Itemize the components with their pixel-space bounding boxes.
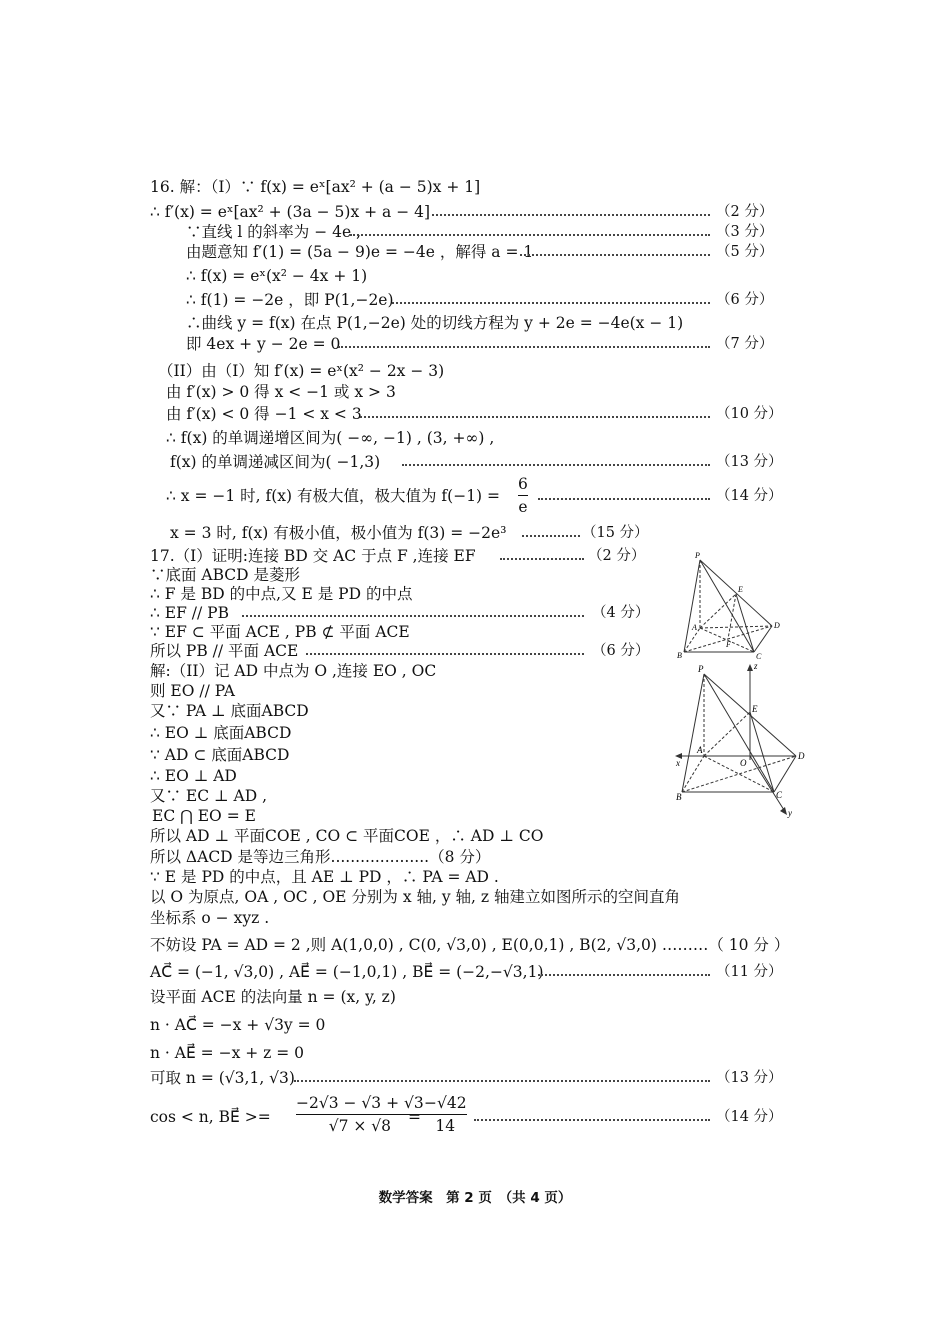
score-mark: （11 分） xyxy=(716,964,783,980)
leader-dots xyxy=(432,214,710,216)
line-17-cos: cos < n, BE⃗ >= xyxy=(150,1108,271,1126)
equals-sign: = xyxy=(408,1108,421,1126)
line-16-max: ∴ x = −1 时, f(x) 有极大值，极大值为 f(−1) = xyxy=(166,487,501,505)
label-o: O xyxy=(740,758,747,768)
line-17-ec-ad: 又∵ EC ⊥ AD , xyxy=(150,787,268,805)
score-mark: （14 分） xyxy=(716,488,783,504)
line-17-n-ac: n · AC⃗ = −x + √3y = 0 xyxy=(150,1016,326,1034)
line-17-equilateral: 所以 ΔACD 是等边三角形....................（8 分） xyxy=(150,848,491,866)
label-a: A xyxy=(697,745,703,755)
line-16-start: 16. 解：（I）∵ f(x) = eˣ[ax² + (a − 5)x + 1] xyxy=(150,178,481,196)
fraction-cos-2: −√42 14 xyxy=(424,1094,467,1135)
score-mark: （10 分） xyxy=(716,406,783,422)
score-mark: （2 分） xyxy=(716,204,774,220)
line-17-n-ae: n · AE⃗ = −x + z = 0 xyxy=(150,1044,305,1062)
line-17-pa-ad: ∵ E 是 PD 的中点，且 AE ⊥ PD ，∴ PA = AD . xyxy=(150,868,499,886)
line-16-derivative: ∴ f′(x) = eˣ[ax² + (3a − 5)x + a − 4] xyxy=(150,203,431,221)
line-16-increase-cond: 由 f′(x) > 0 得 x < −1 或 x > 3 xyxy=(166,383,396,401)
label-a: A xyxy=(692,623,697,632)
leader-dots xyxy=(338,346,710,348)
line-17-normal: 设平面 ACE 的法向量 n = (x, y, z) xyxy=(150,988,396,1006)
line-17-eo-ad: ∴ EO ⊥ AD xyxy=(150,767,237,785)
line-17-parallel: 所以 PB // 平面 ACE xyxy=(150,642,299,660)
line-16-decrease-interval: f(x) 的单调递减区间为( −1,3) xyxy=(170,453,381,471)
leader-dots xyxy=(520,254,710,256)
line-16-tangent: ∴曲线 y = f(x) 在点 P(1,−2e) 处的切线方程为 y + 2e = −4e(x − 1) xyxy=(186,314,684,332)
leader-dots xyxy=(402,464,710,466)
line-16-part2: （II）由（I）知 f′(x) = eˣ(x² − 2x − 3) xyxy=(158,362,445,380)
score-mark: （3 分） xyxy=(716,224,774,240)
score-mark: （6 分） xyxy=(716,292,774,308)
line-17-coordinates: 以 O 为原点, OA , OC , OE 分别为 x 轴, y 轴, z 轴建立如图所示的空间直角 xyxy=(150,888,680,906)
line-17-ad-plane: 所以 AD ⊥ 平面COE , CO ⊂ 平面COE ，∴ AD ⊥ CO xyxy=(150,827,544,845)
line-16-tangent-eq: 即 4ex + y − 2e = 0 xyxy=(186,335,341,353)
line-17-coord-system: 坐标系 o − xyz . xyxy=(150,909,270,927)
line-16-increase-interval: ∴ f(x) 的单调递增区间为( −∞, −1) , (3, +∞) , xyxy=(166,429,495,447)
leader-dots xyxy=(350,234,710,236)
line-16-f: ∴ f(x) = eˣ(x² − 4x + 1) xyxy=(186,267,368,285)
score-mark: （6 分） xyxy=(592,643,650,659)
pyramid-figure-2 xyxy=(672,660,812,820)
leader-dots xyxy=(392,302,710,304)
leader-dots xyxy=(294,1080,710,1082)
leader-dots xyxy=(306,653,584,655)
line-17-part2: 解:（II）记 AD 中点为 O ,连接 EO , OC xyxy=(150,662,437,680)
line-17-eo-pa: 则 EO // PA xyxy=(150,682,235,700)
line-17-midpoints: ∴ F 是 BD 的中点,又 E 是 PD 的中点 xyxy=(150,585,413,603)
score-mark: （13 分） xyxy=(716,1070,783,1086)
label-p: P xyxy=(695,551,700,560)
leader-dots xyxy=(474,1119,710,1121)
pyramid-figure-1 xyxy=(676,548,786,660)
label-z-axis: z xyxy=(754,661,758,671)
score-mark: （15 分） xyxy=(582,525,649,541)
leader-dots xyxy=(522,535,580,537)
leader-dots xyxy=(538,498,710,500)
fraction-cos-1: −2√3 − √3 + √3 √7 × √8 xyxy=(296,1094,424,1135)
line-16-min: x = 3 时, f(x) 有极小值，极小值为 f(3) = −2e³ xyxy=(170,524,507,542)
fraction-max-value: 6 e xyxy=(518,475,528,516)
score-mark: （13 分） xyxy=(716,454,783,470)
label-b: B xyxy=(676,792,682,802)
line-17-subset: ∵ EF ⊂ 平面 ACE , PB ⊄ 平面 ACE xyxy=(150,623,410,641)
line-17-vectors: AC⃗ = (−1, √3,0) , AE⃗ = (−1,0,1) , BE⃗ = (−2,−√3,1) xyxy=(150,963,544,981)
label-p: P xyxy=(698,664,704,674)
label-d: D xyxy=(774,621,780,630)
label-c: C xyxy=(756,652,762,660)
label-c: C xyxy=(776,790,783,800)
score-mark: （7 分） xyxy=(716,336,774,352)
label-f: F xyxy=(726,640,731,649)
label-d: D xyxy=(798,751,805,761)
line-16-f1: ∴ f(1) = −2e ，即 P(1,−2e) xyxy=(186,291,394,309)
score-mark: （14 分） xyxy=(716,1109,783,1125)
label-x-axis: x xyxy=(676,758,680,768)
line-16-solve-a: 由题意知 f′(1) = (5a − 9)e = −4e ，解得 a = 1 xyxy=(186,243,534,261)
label-e: E xyxy=(752,704,758,714)
line-17-ad-subset: ∵ AD ⊂ 底面ABCD xyxy=(150,746,290,764)
label-e: E xyxy=(738,585,743,594)
label-y-axis: y xyxy=(788,808,792,818)
line-17-ef-pb: ∴ EF // PB xyxy=(150,604,229,622)
leader-dots xyxy=(538,974,710,976)
score-mark: （2 分） xyxy=(588,548,646,564)
line-17-eo-perp: ∴ EO ⊥ 底面ABCD xyxy=(150,724,292,742)
score-mark: （4 分） xyxy=(592,605,650,621)
leader-dots xyxy=(242,615,584,617)
line-16-decrease-cond: 由 f′(x) < 0 得 −1 < x < 3 xyxy=(166,405,362,423)
line-17-points: 不妨设 PA = AD = 2 ,则 A(1,0,0) , C(0, √3,0) , E(0,0,1) , B(2, √3,0) ………（ 10 分 ） xyxy=(150,936,790,954)
line-17-rhombus: ∵底面 ABCD 是菱形 xyxy=(150,566,301,584)
score-mark: （5 分） xyxy=(716,244,774,260)
leader-dots xyxy=(360,416,710,418)
line-16-slope: ∵直线 l 的斜率为 − 4e , xyxy=(186,223,362,241)
line-17-pa-perp: 又∵ PA ⊥ 底面ABCD xyxy=(150,702,309,720)
leader-dots xyxy=(500,558,584,560)
line-17-intersection: EC ⋂ EO = E xyxy=(152,807,256,825)
line-17-n-value: 可取 n = (√3,1, √3) xyxy=(150,1069,295,1087)
label-b: B xyxy=(677,651,682,660)
line-17-start: 17.（I）证明:连接 BD 交 AC 于点 F ,连接 EF xyxy=(150,547,476,565)
page-footer: 数学答案 第 2 页 （共 4 页） xyxy=(378,1190,572,1206)
